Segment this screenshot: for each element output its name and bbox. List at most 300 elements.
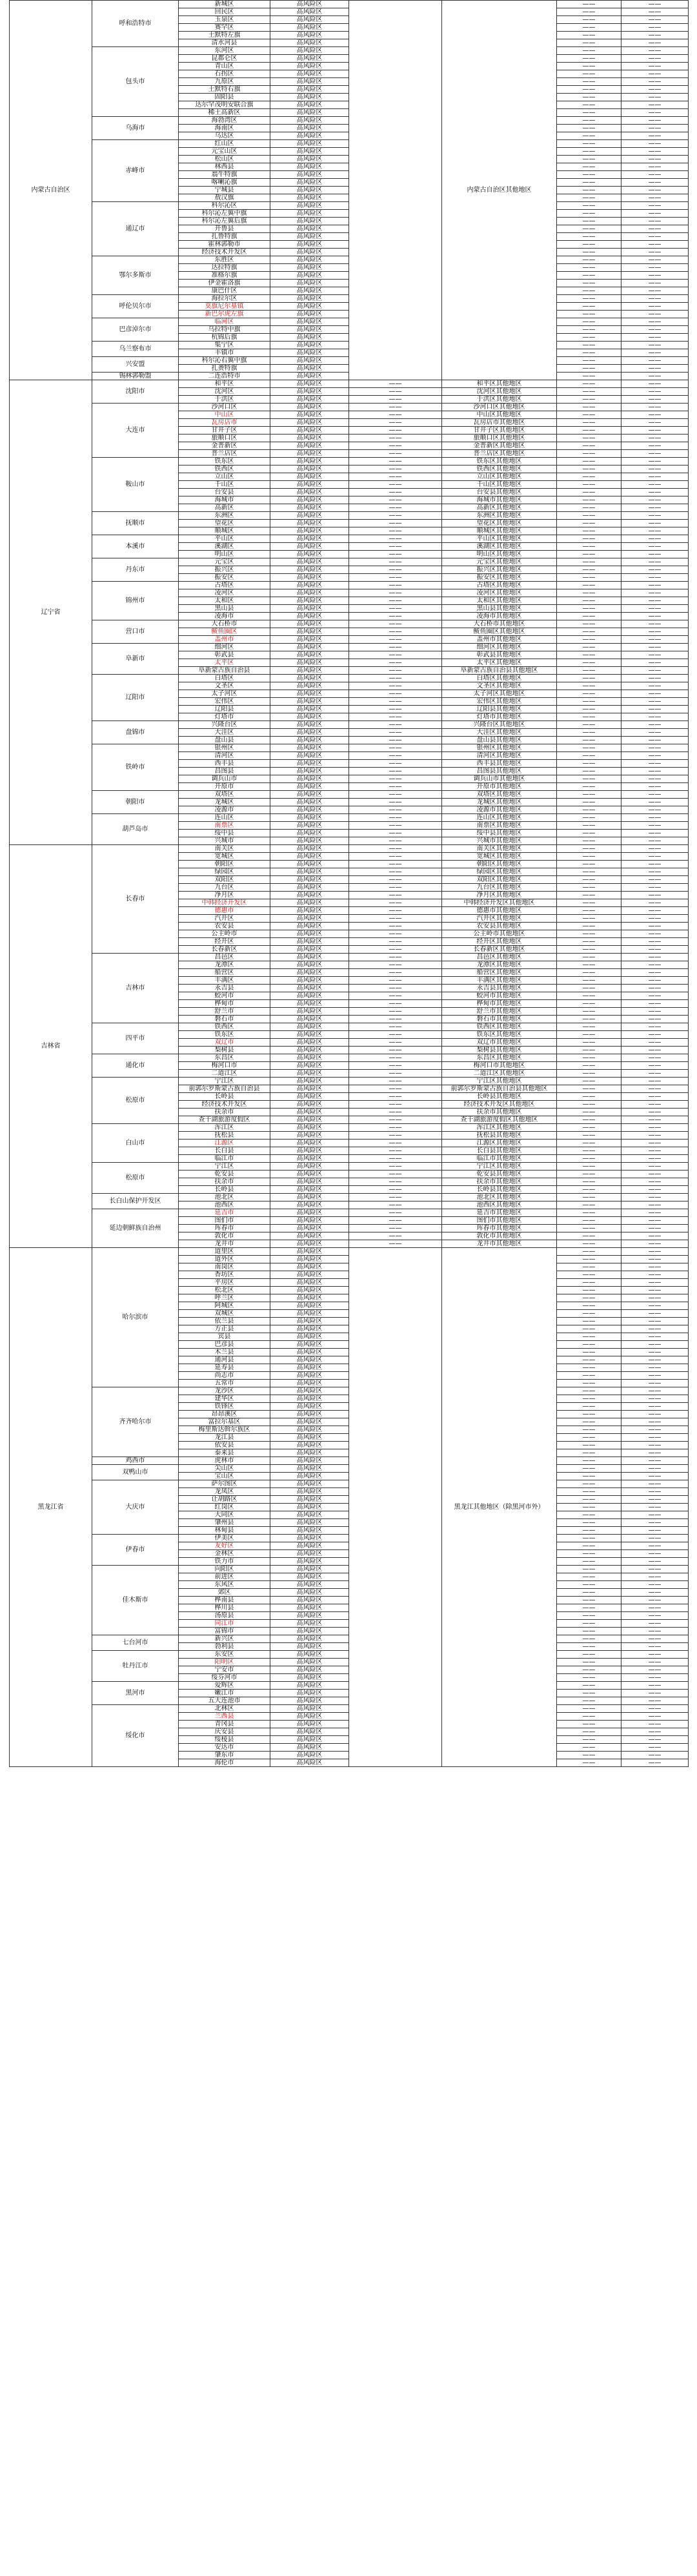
risk-level-cell: 高风险区 <box>270 512 349 520</box>
district-cell: 东风区 <box>179 1581 270 1589</box>
district-cell: 丰满区 <box>179 977 270 985</box>
placeholder-dash-cell: —— <box>349 1062 442 1070</box>
district-cell: 肇州县 <box>179 1519 270 1527</box>
risk-level-cell: 高风险区 <box>270 799 349 806</box>
placeholder-dash-cell: —— <box>557 1573 621 1581</box>
placeholder-dash-cell: —— <box>621 938 689 946</box>
district-cell: 昌邑区 <box>179 954 270 961</box>
table-row <box>10 512 689 520</box>
placeholder-dash-cell: —— <box>557 845 621 853</box>
placeholder-dash-cell: —— <box>349 1209 442 1217</box>
risk-level-cell: 高风险区 <box>270 1411 349 1418</box>
district-cell: 阜新蒙古族自治县 <box>179 667 270 675</box>
risk-level-cell: 高风险区 <box>270 1473 349 1480</box>
risk-level-cell: 高风险区 <box>270 39 349 47</box>
placeholder-dash-cell: —— <box>621 737 689 744</box>
risk-level-cell: 高风险区 <box>270 1 349 8</box>
district-cell: 宁安市 <box>179 1666 270 1674</box>
risk-level-cell: 高风险区 <box>270 1721 349 1728</box>
placeholder-dash-cell: —— <box>557 1101 621 1109</box>
placeholder-dash-cell: —— <box>349 489 442 496</box>
risk-level-cell: 高风险区 <box>270 1225 349 1232</box>
risk-level-cell: 高风险区 <box>270 628 349 636</box>
district-cell: 农安县 <box>179 923 270 930</box>
placeholder-dash-cell: —— <box>557 496 621 504</box>
risk-level-cell: 高风险区 <box>270 837 349 845</box>
normal-area-cell: 江源区其他地区 <box>442 1140 557 1147</box>
district-cell: 同江市 <box>179 1620 270 1628</box>
placeholder-dash-cell: —— <box>557 1016 621 1023</box>
placeholder-dash-cell: —— <box>349 566 442 574</box>
city-cell: 吉林市 <box>92 954 179 1023</box>
normal-area-cell: 抚松县其他地区 <box>442 1132 557 1140</box>
risk-level-cell: 高风险区 <box>270 1364 349 1372</box>
district-cell: 南岗区 <box>179 1263 270 1271</box>
district-cell: 盘山县 <box>179 737 270 744</box>
risk-level-cell: 高风险区 <box>270 1744 349 1752</box>
placeholder-dash-cell: —— <box>557 163 621 171</box>
risk-level-cell: 高风险区 <box>270 822 349 830</box>
normal-area-cell: 绥中县其他地区 <box>442 830 557 837</box>
placeholder-dash-cell: —— <box>557 884 621 892</box>
table-row <box>10 1 689 8</box>
table-row <box>10 644 689 651</box>
district-cell: 萨尔图区 <box>179 1480 270 1488</box>
placeholder-dash-cell: —— <box>621 1225 689 1232</box>
risk-level-cell: 高风险区 <box>270 78 349 86</box>
district-cell: 东洲区 <box>179 512 270 520</box>
placeholder-dash-cell: —— <box>557 1372 621 1380</box>
placeholder-dash-cell: —— <box>621 218 689 225</box>
placeholder-dash-cell: —— <box>557 690 621 698</box>
placeholder-dash-cell: —— <box>349 1201 442 1209</box>
normal-area-cell: 桦甸市其他地区 <box>442 1000 557 1008</box>
placeholder-dash-cell: —— <box>349 651 442 659</box>
risk-level-cell: 高风险区 <box>270 496 349 504</box>
placeholder-dash-cell: —— <box>557 1279 621 1287</box>
district-cell: 翁牛特旗 <box>179 171 270 179</box>
normal-area-cell: 净月区其他地区 <box>442 892 557 899</box>
normal-area-cell: 调兵山市其他地区 <box>442 775 557 783</box>
district-cell: 宝山区 <box>179 1473 270 1480</box>
placeholder-dash-cell: —— <box>557 1225 621 1232</box>
placeholder-dash-cell: —— <box>349 675 442 682</box>
placeholder-dash-cell: —— <box>621 1302 689 1310</box>
placeholder-dash-cell: —— <box>557 342 621 349</box>
normal-area-cell: 阜新蒙古族自治县其他地区 <box>442 667 557 675</box>
normal-area-cell: 凌河区其他地区 <box>442 589 557 597</box>
placeholder-dash-cell: —— <box>557 1294 621 1302</box>
placeholder-dash-cell: —— <box>621 1612 689 1620</box>
placeholder-dash-cell: —— <box>621 923 689 930</box>
placeholder-dash-cell: —— <box>621 1085 689 1093</box>
district-cell: 大石桥市 <box>179 620 270 628</box>
placeholder-dash-cell: —— <box>557 249 621 256</box>
normal-area-cell: 鲅鱼圈区其他地区 <box>442 628 557 636</box>
district-cell: 长白县 <box>179 1147 270 1155</box>
risk-level-cell: 高风险区 <box>270 744 349 752</box>
placeholder-dash-cell: —— <box>349 1023 442 1031</box>
district-cell: 新兴区 <box>179 1635 270 1643</box>
risk-level-cell: 高风险区 <box>270 760 349 768</box>
district-cell: 西丰县 <box>179 760 270 768</box>
placeholder-dash-cell: —— <box>349 1109 442 1116</box>
normal-area-cell: 长白县其他地区 <box>442 1147 557 1155</box>
placeholder-dash-cell: —— <box>621 1325 689 1333</box>
risk-level-cell: 高风险区 <box>270 1294 349 1302</box>
risk-level-cell: 高风险区 <box>270 946 349 954</box>
district-cell: 土默特左旗 <box>179 32 270 39</box>
placeholder-dash-cell: —— <box>557 225 621 233</box>
normal-area-cell: 临江市其他地区 <box>442 1155 557 1163</box>
risk-level-cell: 高风险区 <box>270 1620 349 1628</box>
placeholder-dash-cell: —— <box>557 1047 621 1054</box>
district-cell: 公主岭市 <box>179 930 270 938</box>
placeholder-dash-cell: —— <box>557 8 621 16</box>
normal-area-cell: 船营区其他地区 <box>442 969 557 977</box>
placeholder-dash-cell: —— <box>557 1178 621 1186</box>
risk-level-cell: 高风险区 <box>270 1488 349 1496</box>
risk-level-cell: 高风险区 <box>270 1256 349 1263</box>
placeholder-dash-cell: —— <box>349 729 442 737</box>
normal-area-cell: 中山区其他地区 <box>442 411 557 419</box>
district-cell: 安达市 <box>179 1744 270 1752</box>
risk-level-cell: 高风险区 <box>270 171 349 179</box>
normal-area-cell: 图们市其他地区 <box>442 1217 557 1225</box>
risk-level-cell: 高风险区 <box>270 256 349 264</box>
district-cell: 龙潭区 <box>179 961 270 969</box>
placeholder-dash-cell: —— <box>349 496 442 504</box>
placeholder-dash-cell: —— <box>621 752 689 760</box>
city-cell: 沈阳市 <box>92 380 179 404</box>
normal-area-cell: 舒兰市其他地区 <box>442 1008 557 1016</box>
placeholder-dash-cell: —— <box>621 1690 689 1697</box>
district-cell: 通河县 <box>179 1356 270 1364</box>
placeholder-dash-cell: —— <box>557 1186 621 1194</box>
placeholder-dash-cell: —— <box>557 1728 621 1736</box>
placeholder-dash-cell: —— <box>557 1519 621 1527</box>
risk-level-cell: 高风险区 <box>270 613 349 620</box>
normal-area-cell: 乾安县其他地区 <box>442 1170 557 1178</box>
placeholder-dash-cell: —— <box>557 992 621 1000</box>
risk-level-cell: 高风险区 <box>270 179 349 187</box>
district-cell: 科尔沁左翼后旗 <box>179 218 270 225</box>
placeholder-dash-cell: —— <box>557 946 621 954</box>
placeholder-dash-cell: —— <box>557 737 621 744</box>
placeholder-dash-cell: —— <box>621 1550 689 1558</box>
risk-level-cell: 高风险区 <box>270 373 349 380</box>
placeholder-dash-cell: —— <box>557 303 621 311</box>
placeholder-dash-cell: —— <box>621 1 689 8</box>
district-cell: 阳明区 <box>179 1659 270 1666</box>
placeholder-dash-cell: —— <box>349 620 442 628</box>
placeholder-dash-cell: —— <box>557 985 621 992</box>
normal-area-cell: 旅顺口区其他地区 <box>442 434 557 442</box>
normal-area-cell: 元宝区其他地区 <box>442 558 557 566</box>
risk-level-cell: 高风险区 <box>270 225 349 233</box>
placeholder-dash-cell: —— <box>621 1132 689 1140</box>
placeholder-dash-cell: —— <box>349 527 442 535</box>
risk-level-cell: 高风险区 <box>270 791 349 799</box>
district-cell: 大洼区 <box>179 729 270 737</box>
placeholder-dash-cell: —— <box>621 1488 689 1496</box>
district-cell: 桦川县 <box>179 1604 270 1612</box>
placeholder-dash-cell: —— <box>557 287 621 295</box>
district-cell: 净月区 <box>179 892 270 899</box>
risk-level-cell: 高风险区 <box>270 1403 349 1411</box>
normal-area-cell: 高新区其他地区 <box>442 504 557 512</box>
placeholder-dash-cell: —— <box>621 419 689 427</box>
placeholder-dash-cell: —— <box>557 574 621 582</box>
placeholder-dash-cell: —— <box>621 465 689 473</box>
risk-level-cell: 高风险区 <box>270 690 349 698</box>
district-cell: 宾县 <box>179 1333 270 1341</box>
placeholder-dash-cell: —— <box>557 295 621 303</box>
city-cell: 呼和浩特市 <box>92 1 179 47</box>
placeholder-dash-cell: —— <box>621 884 689 892</box>
placeholder-dash-cell: —— <box>349 1078 442 1085</box>
placeholder-dash-cell: —— <box>621 822 689 830</box>
normal-area-cell: 清河区其他地区 <box>442 752 557 760</box>
table-row <box>10 954 689 961</box>
risk-level-cell: 高风险区 <box>270 961 349 969</box>
risk-level-cell: 高风险区 <box>270 1759 349 1767</box>
placeholder-dash-cell: —— <box>621 287 689 295</box>
placeholder-dash-cell: —— <box>621 961 689 969</box>
risk-level-cell: 高风险区 <box>270 713 349 721</box>
risk-level-cell: 高风险区 <box>270 1047 349 1054</box>
risk-level-cell: 高风险区 <box>270 357 349 365</box>
placeholder-dash-cell: —— <box>621 434 689 442</box>
risk-level-cell: 高风险区 <box>270 861 349 868</box>
placeholder-dash-cell: —— <box>621 1519 689 1527</box>
district-cell: 青冈县 <box>179 1721 270 1728</box>
risk-level-cell: 高风险区 <box>270 1279 349 1287</box>
risk-level-cell: 高风险区 <box>270 783 349 791</box>
district-cell: 乾安县 <box>179 1170 270 1178</box>
placeholder-dash-cell: —— <box>621 1496 689 1504</box>
district-cell: 双辽市 <box>179 1039 270 1047</box>
risk-level-cell: 高风险区 <box>270 597 349 605</box>
placeholder-dash-cell: —— <box>349 659 442 667</box>
risk-level-cell: 高风险区 <box>270 1016 349 1023</box>
placeholder-dash-cell: —— <box>621 1109 689 1116</box>
district-cell: 新城区 <box>179 1 270 8</box>
placeholder-dash-cell: —— <box>621 47 689 55</box>
risk-level-cell: 高风险区 <box>270 55 349 63</box>
district-cell: 铁西区 <box>179 465 270 473</box>
placeholder-dash-cell: —— <box>621 1697 689 1705</box>
normal-area-cell: 经济技术开发区其他地区 <box>442 1101 557 1109</box>
placeholder-dash-cell: —— <box>621 295 689 303</box>
risk-level-cell: 高风险区 <box>270 752 349 760</box>
risk-level-cell: 高风险区 <box>270 1442 349 1449</box>
district-cell: 金林区 <box>179 1550 270 1558</box>
placeholder-dash-cell: —— <box>557 1666 621 1674</box>
normal-area-cell: 朝阳区其他地区 <box>442 861 557 868</box>
district-cell: 池北区 <box>179 1194 270 1201</box>
normal-area-cell: 宁江区其他地区 <box>442 1078 557 1085</box>
placeholder-dash-cell: —— <box>557 404 621 411</box>
placeholder-dash-cell: —— <box>621 249 689 256</box>
city-cell: 哈尔滨市 <box>92 1248 179 1387</box>
normal-area-cell: 古塔区其他地区 <box>442 582 557 589</box>
risk-area-table-body <box>10 1 689 1767</box>
placeholder-dash-cell: —— <box>621 272 689 280</box>
placeholder-dash-cell: —— <box>557 194 621 202</box>
placeholder-dash-cell: —— <box>557 1581 621 1589</box>
placeholder-dash-cell: —— <box>621 1093 689 1101</box>
placeholder-dash-cell: —— <box>621 140 689 148</box>
placeholder-dash-cell: —— <box>621 1620 689 1628</box>
district-cell: 延吉市 <box>179 1209 270 1217</box>
placeholder-dash-cell: —— <box>621 814 689 822</box>
placeholder-dash-cell: —— <box>621 907 689 915</box>
risk-level-cell: 高风险区 <box>270 768 349 775</box>
placeholder-dash-cell: —— <box>621 1542 689 1550</box>
district-cell: 尚志市 <box>179 1372 270 1380</box>
placeholder-dash-cell: —— <box>621 1403 689 1411</box>
placeholder-dash-cell: —— <box>557 1628 621 1635</box>
placeholder-dash-cell: —— <box>621 1140 689 1147</box>
placeholder-dash-cell: —— <box>557 396 621 404</box>
district-cell: 大同区 <box>179 1511 270 1519</box>
placeholder-dash-cell: —— <box>621 117 689 125</box>
city-cell: 牡丹江市 <box>92 1651 179 1682</box>
risk-level-cell: 高风险区 <box>270 1550 349 1558</box>
placeholder-dash-cell: —— <box>621 969 689 977</box>
district-cell: 五常市 <box>179 1380 270 1387</box>
placeholder-dash-cell: —— <box>557 504 621 512</box>
district-cell: 振兴区 <box>179 566 270 574</box>
placeholder-dash-cell: —— <box>621 1643 689 1651</box>
placeholder-dash-cell: —— <box>349 667 442 675</box>
risk-level-cell: 高风险区 <box>270 1426 349 1434</box>
risk-level-cell: 高风险区 <box>270 1147 349 1155</box>
placeholder-dash-cell: —— <box>621 954 689 961</box>
district-cell: 乌拉特中旗 <box>179 326 270 334</box>
placeholder-dash-cell: —— <box>557 628 621 636</box>
placeholder-dash-cell: —— <box>557 156 621 163</box>
placeholder-dash-cell: —— <box>349 605 442 613</box>
placeholder-dash-cell: —— <box>557 1194 621 1201</box>
district-cell: 振安区 <box>179 574 270 582</box>
placeholder-dash-cell: —— <box>349 450 442 458</box>
placeholder-dash-cell: —— <box>349 861 442 868</box>
placeholder-dash-cell: —— <box>621 589 689 597</box>
placeholder-dash-cell: —— <box>621 1349 689 1356</box>
risk-level-cell: 高风险区 <box>270 86 349 94</box>
placeholder-dash-cell: —— <box>557 1318 621 1325</box>
risk-level-cell: 高风险区 <box>270 125 349 132</box>
placeholder-dash-cell: —— <box>621 985 689 992</box>
placeholder-dash-cell: —— <box>349 713 442 721</box>
district-cell: 沈河区 <box>179 388 270 396</box>
placeholder-dash-cell: —— <box>557 148 621 156</box>
placeholder-dash-cell: —— <box>621 1364 689 1372</box>
placeholder-dash-cell: —— <box>349 1101 442 1109</box>
risk-level-cell: 高风险区 <box>270 1697 349 1705</box>
placeholder-dash-cell: —— <box>621 775 689 783</box>
placeholder-dash-cell: —— <box>349 682 442 690</box>
placeholder-dash-cell: —— <box>621 156 689 163</box>
city-cell: 延边朝鲜族自治州 <box>92 1209 179 1248</box>
district-cell: 凌河区 <box>179 589 270 597</box>
placeholder-dash-cell: —— <box>621 977 689 985</box>
placeholder-dash-cell: —— <box>557 837 621 845</box>
risk-level-cell: 高风险区 <box>270 1124 349 1132</box>
normal-area-cell: 绿园区其他地区 <box>442 868 557 876</box>
placeholder-dash-cell: —— <box>557 419 621 427</box>
placeholder-dash-cell: —— <box>557 1341 621 1349</box>
risk-level-cell: 高风险区 <box>270 589 349 597</box>
district-cell: 凌源市 <box>179 806 270 814</box>
placeholder-dash-cell: —— <box>557 63 621 70</box>
risk-level-cell: 高风险区 <box>270 1356 349 1364</box>
placeholder-dash-cell: —— <box>621 1604 689 1612</box>
normal-area-cell: 振兴区其他地区 <box>442 566 557 574</box>
district-cell: 科尔沁区 <box>179 202 270 210</box>
placeholder-dash-cell: —— <box>557 473 621 481</box>
risk-level-cell: 高风险区 <box>270 892 349 899</box>
risk-level-cell: 高风险区 <box>270 1690 349 1697</box>
normal-area-cell: 农安县其他地区 <box>442 923 557 930</box>
city-cell: 朝阳市 <box>92 791 179 814</box>
normal-area-cell: 甘井子区其他地区 <box>442 427 557 434</box>
risk-level-cell: 高风险区 <box>270 1023 349 1031</box>
district-cell: 浑江区 <box>179 1124 270 1132</box>
normal-area-cell: 宽城区其他地区 <box>442 853 557 861</box>
placeholder-dash-cell: —— <box>557 334 621 342</box>
city-cell: 铁岭市 <box>92 744 179 791</box>
risk-level-cell: 高风险区 <box>270 675 349 682</box>
city-cell: 鸡西市 <box>92 1457 179 1465</box>
district-cell: 查干湖旅游度假区 <box>179 1116 270 1124</box>
table-row <box>10 1023 689 1031</box>
risk-level-cell: 高风险区 <box>270 884 349 892</box>
placeholder-dash-cell: —— <box>621 55 689 63</box>
placeholder-dash-cell: —— <box>349 992 442 1000</box>
risk-level-cell: 高风险区 <box>270 923 349 930</box>
district-cell: 敦化市 <box>179 1232 270 1240</box>
placeholder-dash-cell: —— <box>621 760 689 768</box>
district-cell: 双城区 <box>179 1310 270 1318</box>
placeholder-dash-cell: —— <box>557 47 621 55</box>
placeholder-dash-cell: —— <box>349 814 442 822</box>
risk-level-cell: 高风险区 <box>270 1078 349 1085</box>
placeholder-dash-cell: —— <box>621 597 689 605</box>
risk-level-cell: 高风险区 <box>270 404 349 411</box>
risk-level-cell: 高风险区 <box>270 1170 349 1178</box>
placeholder-dash-cell: —— <box>557 1 621 8</box>
normal-area-cell: 二道江区其他地区 <box>442 1070 557 1078</box>
city-cell: 伊春市 <box>92 1535 179 1566</box>
placeholder-dash-cell: —— <box>557 1705 621 1713</box>
district-cell: 彰武县 <box>179 651 270 659</box>
placeholder-dash-cell: —— <box>621 1318 689 1325</box>
placeholder-dash-cell: —— <box>349 1039 442 1047</box>
risk-level-cell: 高风险区 <box>270 427 349 434</box>
placeholder-dash-cell: —— <box>349 1124 442 1132</box>
placeholder-dash-cell: —— <box>621 1674 689 1682</box>
placeholder-dash-cell: —— <box>621 1356 689 1364</box>
risk-level-cell: 高风险区 <box>270 1194 349 1201</box>
placeholder-dash-cell: —— <box>621 1713 689 1721</box>
placeholder-dash-cell: —— <box>349 582 442 589</box>
placeholder-dash-cell: —— <box>349 535 442 543</box>
district-cell: 红山区 <box>179 140 270 148</box>
placeholder-dash-cell: —— <box>621 171 689 179</box>
